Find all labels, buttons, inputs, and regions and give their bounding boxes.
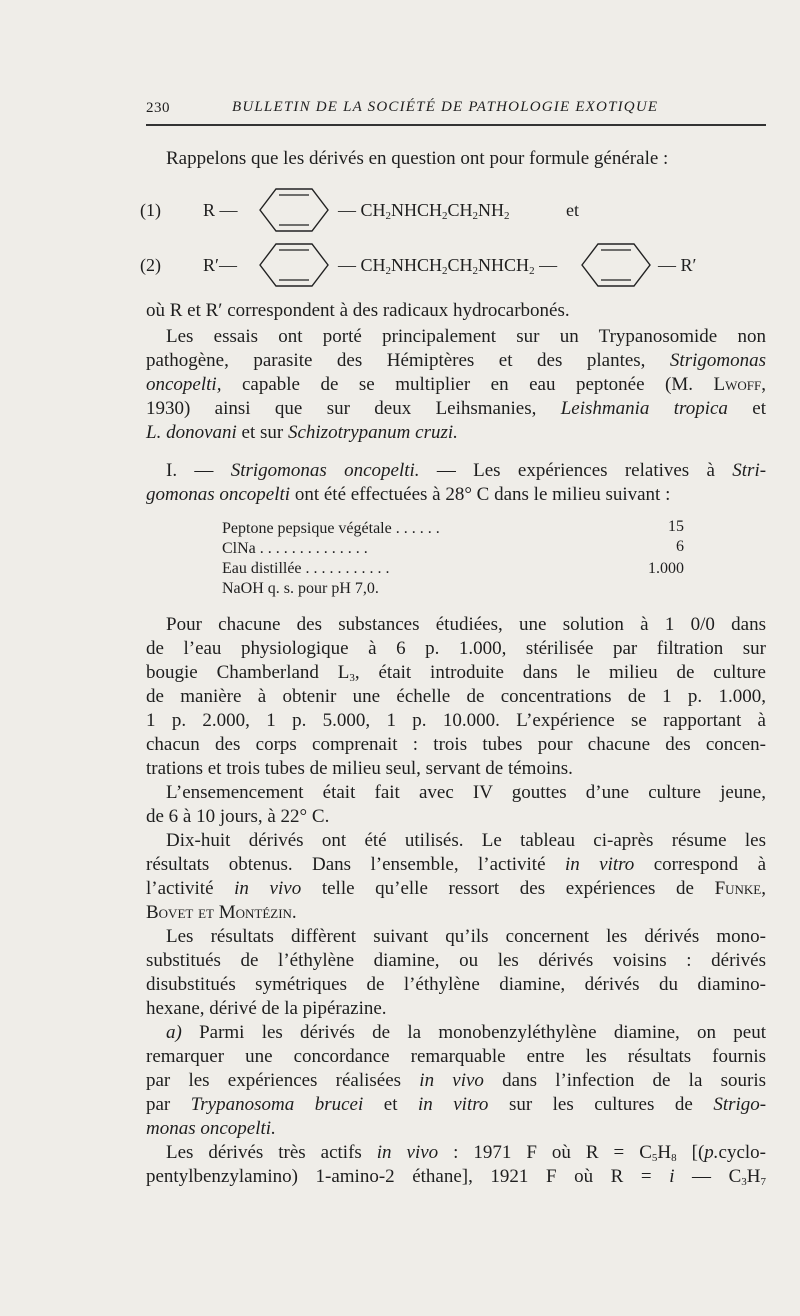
text-line: 1 p. 2.000, 1 p. 5.000, 1 p. 10.000. L’expérience se rapportant à [146, 710, 766, 731]
formula-2-chain: — $CH_2NHCH_2CH_2NHCH_2$ — [338, 255, 558, 277]
text-line: gomonas oncopelti ont été effectuées à 28° C dans le milieu suivant : [146, 484, 671, 505]
text-line: 1930) ainsi que sur deux Leihsmanies, Leishmania tropica et [146, 398, 767, 419]
benzene-ring-icon [576, 241, 656, 289]
formula-2-radical: R′— [203, 255, 237, 275]
text-line: bougie Chamberland $L_3$, était introduite dans le milieu de culture [146, 662, 766, 684]
text-line: L. donovani et sur Schizotrypanum cruzi. [146, 422, 458, 443]
header-rule [146, 124, 766, 126]
text-line: chacun des corps comprenait : trois tubes pour chacune des concen- [146, 734, 766, 755]
text-line: Dix-huit dérivés ont été utilisés. Le tableau ci-après résume les [166, 830, 766, 851]
text-line: résultats obtenus. Dans l’ensemble, l’activité in vitro correspond à [146, 854, 766, 875]
text-line: Les dérivés très actifs in vivo : 1971 F où $R = C_5H_8$ [(p.cyclo- [166, 1142, 767, 1164]
medium-item-name: NaOH q. s. pour pH 7,0. [222, 580, 379, 597]
intro-line: Rappelons que les dérivés en question ont pour formule générale : [166, 148, 669, 169]
text-line: de l’eau physiologique à 6 p. 1.000, stérilisée par filtration sur [146, 638, 766, 659]
formula-1-chain: — $CH_2NHCH_2CH_2NH_2$ [338, 200, 510, 222]
medium-item-value: 1.000 [648, 560, 684, 577]
text-line: oncopelti, capable de se multiplier en eau peptonée (M. Lwoff, [146, 374, 766, 395]
text-line: de 6 à 10 jours, à 22° C. [146, 806, 330, 827]
formula-2-number: (2) [140, 255, 161, 275]
medium-item-value: 6 [676, 538, 684, 555]
text-line: par Trypanosoma brucei et in vitro sur les cultures de Strigo- [146, 1094, 767, 1115]
text-line: où R et R′ correspondent à des radicaux hydrocarbonés. [146, 300, 570, 321]
benzene-ring-icon [254, 186, 334, 234]
medium-item-name: ClNa . . . . . . . . . . . . . . [222, 540, 368, 557]
text-line: Les essais ont porté principalement sur un Trypanosomide non [166, 326, 766, 347]
text-line: de manière à obtenir une échelle de concentrations de 1 p. 1.000, [146, 686, 766, 707]
formula-1-et: et [566, 200, 579, 220]
formula-2-radical-right: — R′ [658, 255, 697, 275]
text-line: l’activité in vivo telle qu’elle ressort des expériences de Funke, [146, 878, 767, 899]
text-line: a) Parmi les dérivés de la monobenzyléthylène diamine, on peut [166, 1022, 766, 1043]
medium-item-name: Peptone pepsique végétale . . . . . . [222, 520, 440, 537]
text-line: L’ensemencement était fait avec IV gouttes d’une culture jeune, [166, 782, 766, 803]
text-line: par les expériences réalisées in vivo dans l’infection de la souris [146, 1070, 767, 1091]
medium-item-value: 15 [668, 518, 684, 535]
formula-1-number: (1) [140, 200, 161, 220]
formula-1-radical: R — [203, 200, 238, 220]
running-header [146, 96, 766, 120]
running-title: BULLETIN DE LA SOCIÉTÉ DE PATHOLOGIE EXOTIQUE [232, 99, 659, 115]
text-line: substitués de l’éthylène diamine, ou les dérivés voisins : dérivés [146, 950, 766, 971]
page-number: 230 [146, 100, 170, 116]
text-line: disubstitués symétriques de l’éthylène diamine, dérivés du diamino- [146, 974, 766, 995]
text-line: pathogène, parasite des Hémiptères et des plantes, Strigomonas [146, 350, 766, 371]
section-heading: I. — Strigomonas oncopelti. — Les expériences relatives à Stri- [166, 460, 767, 481]
text-line: monas oncopelti. [146, 1118, 276, 1139]
text-line: pentylbenzylamino) 1-amino-2 éthane], 1921 F où R = i — $C_3H_7$ [146, 1166, 766, 1188]
text-line: Pour chacune des substances étudiées, une solution à 1 0/0 dans [166, 614, 766, 635]
text-line: Les résultats diffèrent suivant qu’ils concernent les dérivés mono- [166, 926, 766, 947]
text-line: Bovet et Montézin. [146, 902, 297, 923]
text-line: trations et trois tubes de milieu seul, servant de témoins. [146, 758, 573, 779]
medium-item-name: Eau distillée . . . . . . . . . . . [222, 560, 390, 577]
benzene-ring-icon [254, 241, 334, 289]
text-line: hexane, dérivé de la pipérazine. [146, 998, 387, 1019]
text-line: remarquer une concordance remarquable entre les résultats fournis [146, 1046, 766, 1067]
